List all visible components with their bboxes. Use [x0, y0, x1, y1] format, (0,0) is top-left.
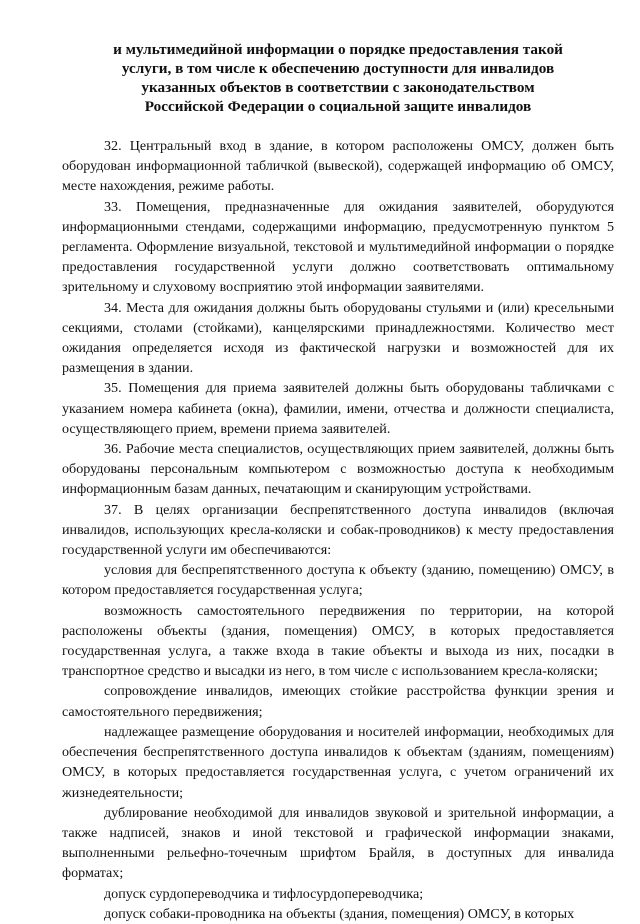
heading-line: указанных объектов в соответствии с законодательством — [141, 79, 535, 96]
list-item-independent-movement: возможность самостоятельного передвижения по территории, на которой расположены объекты (здания, помещения) ОМСУ, в которых предоставляется государственная услуга, а также входа в такие объекты и выхода из них, посадки в транспортное средство и высадки из него, в том числе с использованием кресла-коляски; — [62, 602, 614, 680]
list-item-guide-dog-admission: допуск собаки-проводника на объекты (здания, помещения) ОМСУ, в которых — [104, 905, 575, 922]
list-item-access-conditions: условия для беспрепятственного доступа к объекту (зданию, помещению) ОМСУ, в котором предоставляется государственная услуга; — [62, 562, 614, 599]
paragraph-33: 33. Помещения, предназначенные для ожидания заявителей, оборудуются информационными стендами, содержащими информацию, предусмотренную пунктом 5 регламента. Оформление визуальной, текстовой и мультимедийной информации о порядке предоставления государственной услуги должно соответствовать оптимальному зрительному и слуховому восприятию этой информации заявителями. — [62, 198, 614, 296]
heading-line: Российской Федерации о социальной защите инвалидов — [144, 98, 532, 115]
list-item-escort: сопровождение инвалидов, имеющих стойкие расстройства функции зрения и самостоятельного передвижения; — [62, 683, 614, 720]
document-body — [62, 136, 614, 924]
paragraph-34: 34. Места для ожидания должны быть оборудованы стульями и (или) кресельными секциями, столами (стойками), канцелярскими принадлежностями. Количество мест ожидания определяется исходя из фактической нагрузки и возможностей для их размещения в здании. — [62, 299, 614, 377]
heading-line: услуги, в том числе к обеспечению доступности для инвалидов — [121, 60, 555, 77]
section-heading — [62, 40, 614, 116]
paragraph-32: 32. Центральный вход в здание, в котором расположены ОМСУ, должен быть оборудован информационной табличкой (вывеской), содержащей информацию об ОМСУ, месте нахождения, режиме работы. — [62, 138, 614, 195]
document-page — [62, 40, 614, 924]
paragraph-37: 37. В целях организации беспрепятственного доступа инвалидов (включая инвалидов, использующих кресла-коляски и собак-проводников) к месту предоставления государственной услуги им обеспечиваются: — [62, 501, 614, 559]
heading-line: и мультимедийной информации о порядке предоставления такой — [113, 41, 563, 58]
paragraph-36: 36. Рабочие места специалистов, осуществляющих прием заявителей, должны быть оборудованы персональным компьютером с возможностью доступа к необходимым информационным базам данных, печатающим и сканирующим устройствами. — [62, 441, 614, 498]
paragraph-35: 35. Помещения для приема заявителей должны быть оборудованы табличками с указанием номера кабинета (окна), фамилии, имени, отчества и должности специалиста, осуществляющего прием, времени приема заявителей. — [62, 380, 614, 437]
list-item-interpreter-admission: допуск сурдопереводчика и тифлосурдопереводчика; — [104, 885, 424, 902]
list-item-information-duplication: дублирование необходимой для инвалидов звуковой и зрительной информации, а также надписей, знаков и иной текстовой и графической информации знаками, выполненными рельефно-точечным шрифтом Брайля, в доступных для инвалида форматах; — [62, 804, 614, 882]
list-item-equipment-placement: надлежащее размещение оборудования и носителей информации, необходимых для обеспечения беспрепятственного доступа инвалидов к объектам (зданиям, помещениям) ОМСУ, в которых предоставляется государственная услуга, с учетом ограничений их жизнедеятельности; — [62, 723, 614, 801]
